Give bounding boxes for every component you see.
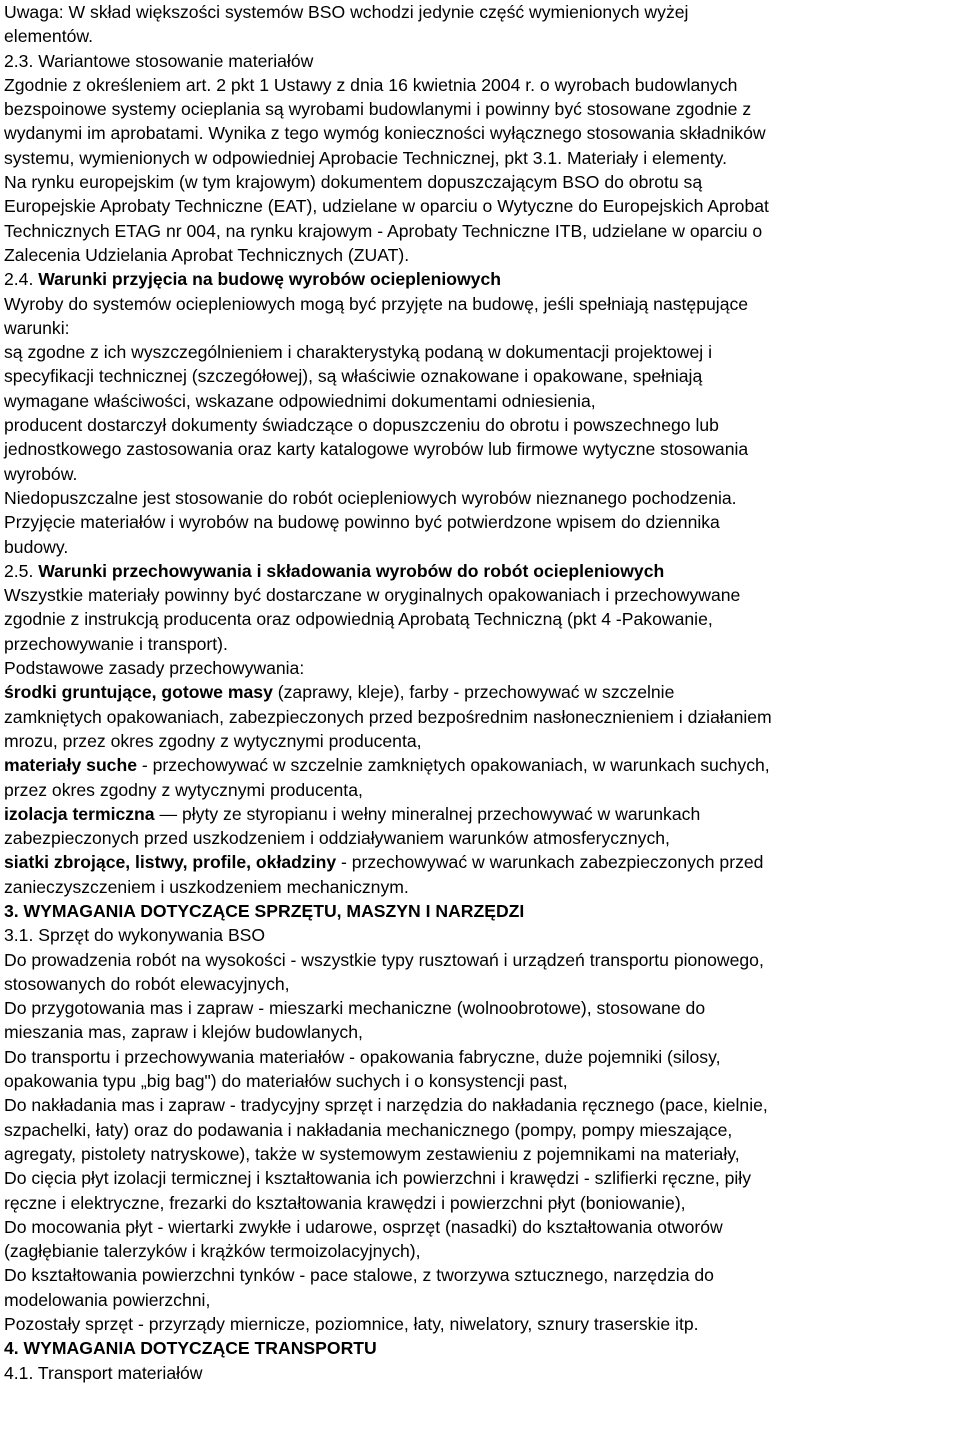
text-line: zabezpieczonych przed uszkodzeniem i oddziaływaniem warunków atmosferycznych, bbox=[4, 828, 670, 849]
bold-term: 4. WYMAGANIA DOTYCZĄCE TRANSPORTU bbox=[4, 1338, 377, 1359]
text-line: przez okres zgodny z wytycznymi producenta, bbox=[4, 779, 363, 800]
text-line bbox=[4, 850, 958, 874]
bold-term: 3. WYMAGANIA DOTYCZĄCE SPRZĘTU, MASZYN I NARZĘDZI bbox=[4, 900, 525, 921]
text-line: Przyjęcie materiałów i wyrobów na budowę powinno być potwierdzone wpisem do dziennika bbox=[4, 512, 720, 533]
line-prefix: 2.4. bbox=[4, 269, 39, 290]
text-line: Wszystkie materiały powinny być dostarczane w oryginalnych opakowaniach i przechowywane bbox=[4, 585, 741, 606]
text-line bbox=[4, 1336, 958, 1360]
text-line: Do mocowania płyt - wiertarki zwykłe i udarowe, osprzęt (nasadki) do kształtowania otworów bbox=[4, 1216, 723, 1237]
text-line: wyrobów. bbox=[4, 463, 78, 484]
bold-term: środki gruntujące, gotowe masy bbox=[4, 682, 273, 703]
text-line: Europejskie Aprobaty Techniczne (EAT), udzielane w oparciu o Wytyczne do Europejskich Aprobat bbox=[4, 196, 769, 217]
text-line: Do prowadzenia robót na wysokości - wszystkie typy rusztowań i urządzeń transportu pionowego, bbox=[4, 949, 764, 970]
text-line: (zagłębianie talerzyków i krążków termoizolacyjnych), bbox=[4, 1241, 421, 1262]
text-line: są zgodne z ich wyszczególnieniem i charakterystyką podaną w dokumentacji projektowej i bbox=[4, 342, 713, 363]
text-line: budowy. bbox=[4, 536, 69, 557]
text-line: modelowania powierzchni, bbox=[4, 1289, 211, 1310]
text-line: specyfikacji technicznej (szczegółowej), są właściwie oznakowane i opakowane, spełniają bbox=[4, 366, 703, 387]
text-line: producent dostarczył dokumenty świadczące o dopuszczeniu do obrotu i powszechnego lub bbox=[4, 415, 719, 436]
text-line: warunki: bbox=[4, 317, 70, 338]
bold-term: siatki zbrojące, listwy, profile, okładziny bbox=[4, 852, 337, 873]
text-line: szpachelki, łaty) oraz do podawania i nakładania mechanicznego (pompy, pompy mieszające, bbox=[4, 1119, 733, 1140]
text-line: systemu, wymienionych w odpowiedniej Aprobacie Technicznej, pkt 3.1. Materiały i elementy. bbox=[4, 147, 728, 168]
text-line: wymagane właściwości, wskazane odpowiednimi dokumentami odniesienia, bbox=[4, 390, 596, 411]
text-line: Do kształtowania powierzchni tynków - pace stalowe, z tworzywa sztucznego, narzędzia do bbox=[4, 1265, 714, 1286]
text-line: opakowania typu „big bag") do materiałów suchych i o konsystencji past, bbox=[4, 1071, 568, 1092]
text-line: zgodnie z instrukcją producenta oraz odpowiednią Aprobatą Techniczną (pkt 4 -Pakowanie, bbox=[4, 609, 713, 630]
line-text: — płyty ze styropianu i wełny mineralnej przechowywać w warunkach bbox=[154, 803, 701, 824]
text-line: stosowanych do robót elewacyjnych, bbox=[4, 973, 290, 994]
text-line: zanieczyszczeniem i uszkodzeniem mechanicznym. bbox=[4, 876, 409, 897]
text-line: Do transportu i przechowywania materiałów - opakowania fabryczne, duże pojemniki (silosy, bbox=[4, 1046, 721, 1067]
text-line: przechowywanie i transport). bbox=[4, 633, 228, 654]
text-line: Do cięcia płyt izolacji termicznej i kształtowania ich powierzchni i krawędzi - szlifierki ręczne, piły bbox=[4, 1168, 752, 1189]
text-line: Na rynku europejskim (w tym krajowym) dokumentem dopuszczającym BSO do obrotu są bbox=[4, 172, 703, 193]
text-line: Do nakładania mas i zapraw - tradycyjny sprzęt i narzędzia do nakładania ręcznego (pace, kielnie, bbox=[4, 1095, 768, 1116]
text-line: Technicznych ETAG nr 004, na rynku krajowym - Aprobaty Techniczne ITB, udzielane w oparciu o bbox=[4, 220, 763, 241]
text-line: mieszania mas, zapraw i klejów budowlanych, bbox=[4, 1022, 363, 1043]
text-line: 2.3. Wariantowe stosowanie materiałów bbox=[4, 50, 314, 71]
text-line: Zgodnie z określeniem art. 2 pkt 1 Ustawy z dnia 16 kwietnia 2004 r. o wyrobach budowlanych bbox=[4, 74, 738, 95]
text-line: Pozostały sprzęt - przyrządy miernicze, poziomnice, łaty, niwelatory, sznury traserskie itp. bbox=[4, 1314, 699, 1335]
text-line bbox=[4, 899, 958, 923]
text-line bbox=[4, 802, 958, 826]
text-line: agregaty, pistolety natryskowe), także w systemowym zestawieniu z pojemnikami na materiały, bbox=[4, 1143, 740, 1164]
text-line bbox=[4, 559, 958, 583]
line-text: - przechowywać w warunkach zabezpieczonych przed bbox=[336, 852, 764, 873]
text-line: ręczne i elektryczne, frezarki do kształtowania krawędzi i powierzchni płyt (boniowanie), bbox=[4, 1192, 686, 1213]
text-line: Podstawowe zasady przechowywania: bbox=[4, 658, 305, 679]
text-line: wydanymi im aprobatami. Wynika z tego wymóg konieczności wyłącznego stosowania składników bbox=[4, 123, 766, 144]
document-body bbox=[4, 0, 958, 1385]
text-line: zamkniętych opakowaniach, zabezpieczonych przed bezpośrednim nasłonecznieniem i działaniem bbox=[4, 706, 772, 727]
text-line: Do przygotowania mas i zapraw - mieszarki mechaniczne (wolnoobrotowe), stosowane do bbox=[4, 998, 706, 1019]
text-line: Uwaga: W skład większości systemów BSO wchodzi jedynie część wymienionych wyżej bbox=[4, 2, 689, 22]
text-line: 3.1. Sprzęt do wykonywania BSO bbox=[4, 925, 266, 946]
bold-term: izolacja termiczna bbox=[4, 803, 155, 824]
line-text: (zaprawy, kleje), farby - przechowywać w szczelnie bbox=[272, 682, 675, 703]
text-line: elementów. bbox=[4, 26, 93, 47]
bold-term: Warunki przechowywania i składowania wyrobów do robót ociepleniowych bbox=[38, 560, 665, 581]
bold-term: materiały suche bbox=[4, 755, 138, 776]
text-line bbox=[4, 680, 958, 704]
line-prefix: 2.5. bbox=[4, 560, 39, 581]
text-line: Wyroby do systemów ociepleniowych mogą być przyjęte na budowę, jeśli spełniają następujące bbox=[4, 293, 749, 314]
text-line: Zalecenia Udzielania Aprobat Technicznych (ZUAT). bbox=[4, 244, 410, 265]
text-line bbox=[4, 753, 958, 777]
text-line: Niedopuszczalne jest stosowanie do robót ociepleniowych wyrobów nieznanego pochodzenia. bbox=[4, 487, 737, 508]
line-text: - przechowywać w szczelnie zamkniętych opakowaniach, w warunkach suchych, bbox=[137, 755, 770, 776]
text-line: bezspoinowe systemy ocieplania są wyrobami budowlanymi i powinny być stosowane zgodnie z bbox=[4, 99, 752, 120]
bold-term: Warunki przyjęcia na budowę wyrobów ociepleniowych bbox=[38, 269, 501, 290]
text-line bbox=[4, 267, 958, 291]
text-line: 4.1. Transport materiałów bbox=[4, 1362, 203, 1383]
text-line: mrozu, przez okres zgodny z wytycznymi producenta, bbox=[4, 730, 422, 751]
text-line: jednostkowego zastosowania oraz karty katalogowe wyrobów lub firmowe wytyczne stosowania bbox=[4, 439, 749, 460]
